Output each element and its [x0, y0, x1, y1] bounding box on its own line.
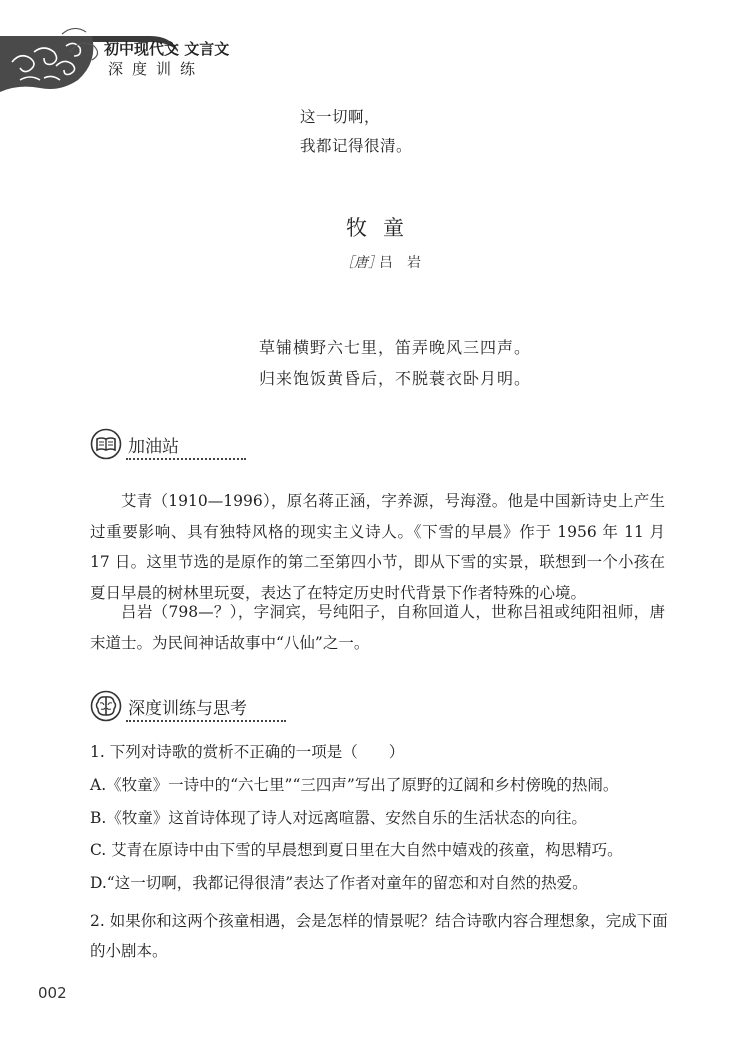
poem-verse-2: 归来饱饭黄昏后，不脱蓑衣卧月明。	[259, 369, 532, 388]
book-icon	[90, 428, 122, 460]
poem-dynasty: ［唐］	[340, 255, 382, 271]
poem-author: 吕岩	[379, 255, 435, 271]
section-heading-training-label: 深度训练与思考	[128, 699, 247, 719]
section-heading-underline	[126, 720, 286, 722]
poem-verse-1: 草铺横野六七里，笛弄晚风三四声。	[259, 338, 532, 357]
question-2: 2. 如果你和这两个孩童相遇，会是怎样的情景呢？结合诗歌内容合理想象，完成下面的小剧本。	[90, 912, 668, 960]
section-heading-underline	[126, 458, 246, 460]
page-number: 002	[38, 984, 67, 1002]
section-heading-boost	[90, 428, 310, 466]
brain-icon	[90, 690, 122, 722]
poem-ending-line-1: 这一切啊，	[300, 108, 381, 126]
series-title: 初中现代文 文言文	[104, 40, 230, 58]
section-heading-boost-label: 加油站	[128, 437, 179, 457]
section-heading-training	[90, 690, 310, 728]
option-b: B.《牧童》这首诗体现了诗人对远离喧嚣、安然自乐的生活状态的向往。	[90, 809, 587, 827]
poem-title: 牧童	[346, 216, 420, 240]
poem-ending-line-2: 我都记得很清。	[300, 137, 413, 155]
option-c: C. 艾青在原诗中由下雪的早晨想到夏日里在大自然中嬉戏的孩童，构思精巧。	[90, 841, 623, 859]
series-subtitle: 深度训练	[108, 60, 205, 78]
option-a: A.《牧童》一诗中的“六七里”“三四声”写出了原野的辽阔和乡村傍晚的热闹。	[90, 776, 619, 794]
option-d: D.“这一切啊，我都记得很清”表达了作者对童年的留恋和对自然的热爱。	[90, 874, 588, 892]
question-1: 1. 下列对诗歌的赏析不正确的一项是（ ）	[90, 743, 405, 761]
paragraph-lu-yan: 吕岩（798—？），字洞宾，号纯阳子，自称回道人，世称吕祖或纯阳祖师，唐末道士。为民间神话故事中“八仙”之一。	[90, 603, 665, 652]
paragraph-ai-qing: 艾青（1910—1996），原名蒋正涵，字养源，号海澄。他是中国新诗史上产生过重要影响、具有独特风格的现实主义诗人。《下雪的早晨》作于 1956 年 11 月 17 日。这里节选的是原作的第二至第四小节，即从下雪的实景，联想到一个小孩在夏日早晨的树林里玩耍，表达了在特定历史时代背景下作者特殊的心境。	[90, 492, 665, 602]
